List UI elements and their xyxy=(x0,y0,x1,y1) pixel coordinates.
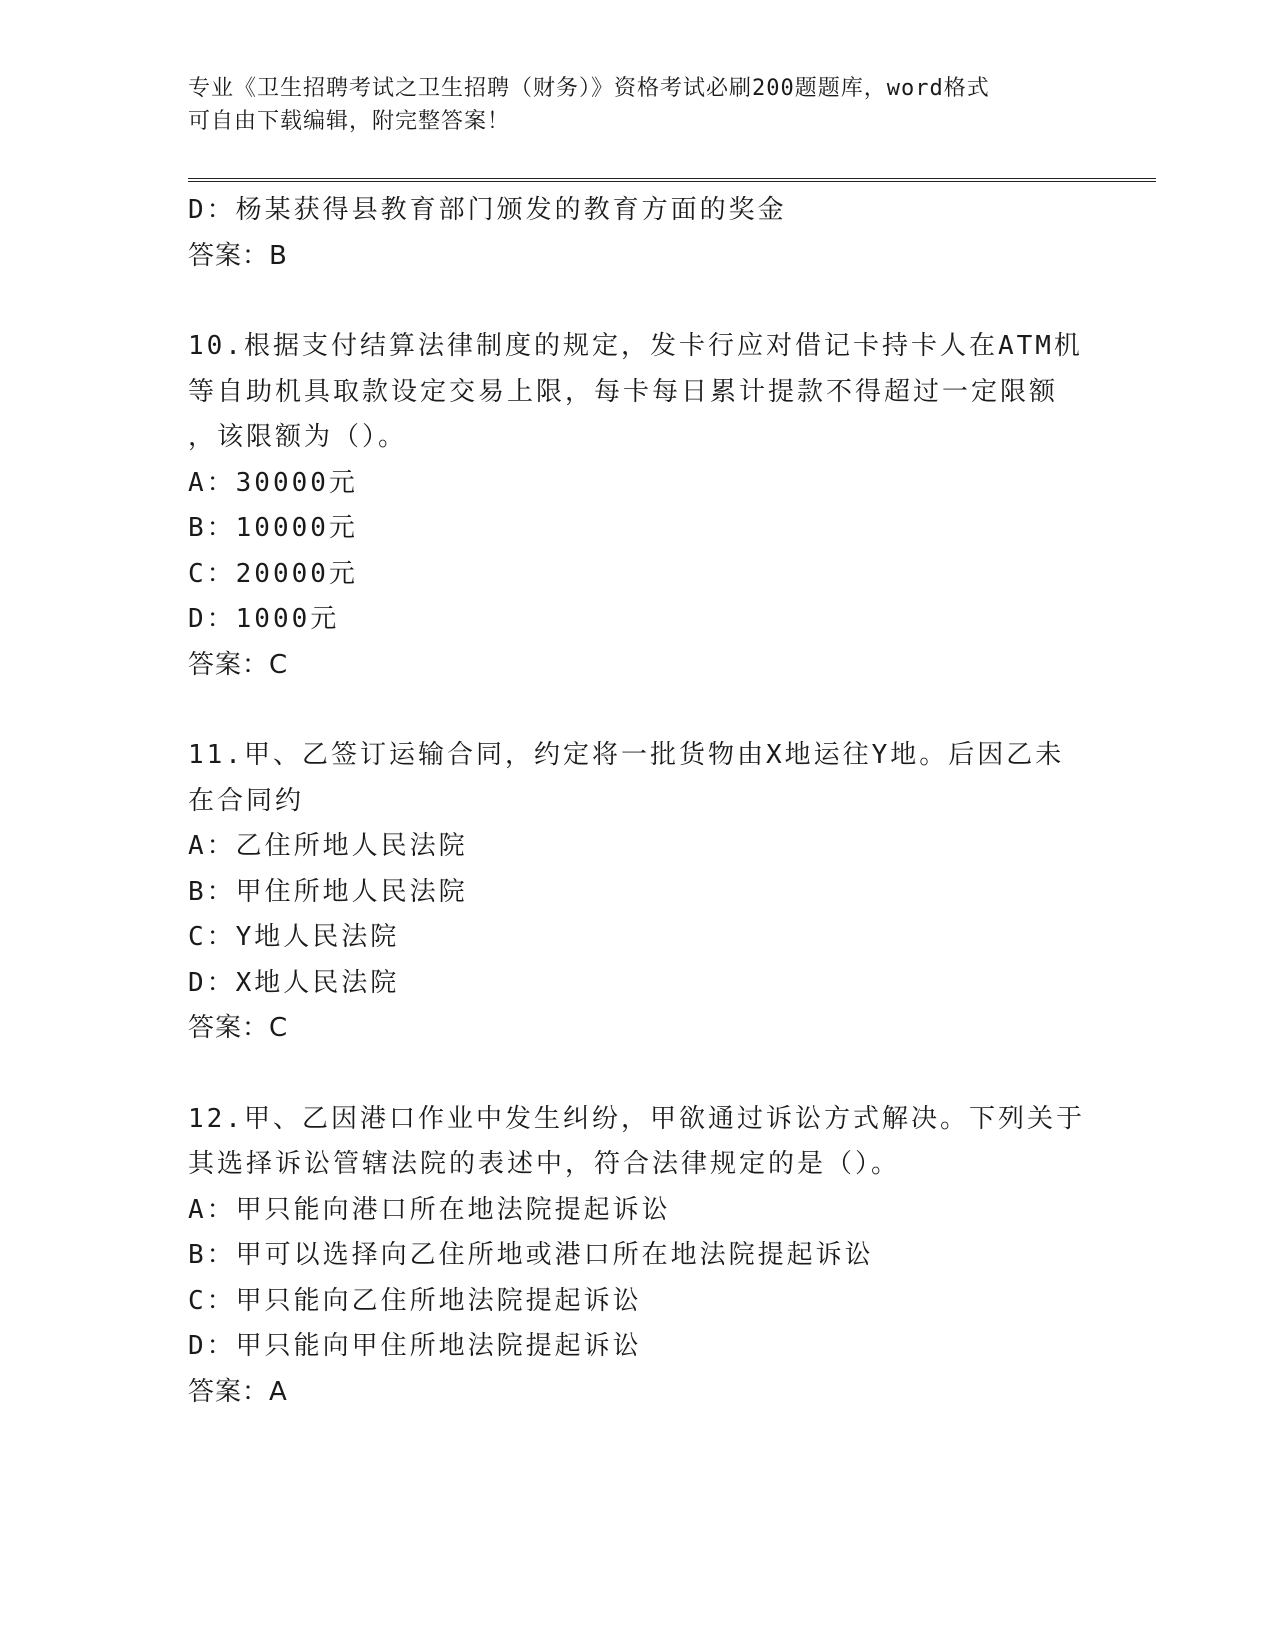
header-line-1: 专业《卫生招聘考试之卫生招聘（财务）》资格考试必刷200题题库，word格式 xyxy=(188,76,990,101)
answer: 答案：C xyxy=(188,649,289,680)
option-d: D：甲只能向甲住所地法院提起诉讼 xyxy=(188,1331,642,1361)
question-10 xyxy=(188,324,1088,688)
option-a: A：甲只能向港口所在地法院提起诉讼 xyxy=(188,1194,671,1225)
answer: 答案：A xyxy=(188,1376,288,1407)
question-text-line: 10.根据支付结算法律制度的规定，发卡行应对借记卡持卡人在ATM机 xyxy=(188,331,1083,361)
option-d: D：杨某获得县教育部门颁发的教育方面的奖金 xyxy=(188,195,787,225)
question-text-line: ，该限额为（）。 xyxy=(188,422,408,452)
answer: 答案：C xyxy=(188,1013,289,1043)
question-text-line: 11.甲、乙签订运输合同，约定将一批货物由X地运往Y地。后因乙未 xyxy=(188,740,1065,770)
question-text-line: 其选择诉讼管辖法院的表述中，符合法律规定的是（）。 xyxy=(188,1149,901,1179)
option-c: C：20000元 xyxy=(188,558,358,589)
option-b: B：10000元 xyxy=(188,513,358,543)
question-9-tail xyxy=(188,188,1088,279)
option-c: C：Y地人民法院 xyxy=(188,922,400,952)
question-list xyxy=(188,188,1088,1415)
question-text-line: 12.甲、乙因港口作业中发生纠纷，甲欲通过诉讼方式解决。下列关于 xyxy=(188,1103,1085,1134)
option-b: B：甲住所地人民法院 xyxy=(188,876,468,907)
question-text-line: 等自助机具取款设定交易上限，每卡每日累计提款不得超过一定限额 xyxy=(188,376,1059,407)
option-d: D：1000元 xyxy=(188,604,340,634)
option-d: D：X地人民法院 xyxy=(188,967,400,998)
question-text-line: 在合同约 xyxy=(188,785,305,816)
page-header xyxy=(188,72,1088,138)
option-c: C：甲只能向乙住所地法院提起诉讼 xyxy=(188,1285,642,1316)
question-12 xyxy=(188,1097,1088,1416)
answer: 答案：B xyxy=(188,240,288,271)
option-b: B：甲可以选择向乙住所地或港口所在地法院提起诉讼 xyxy=(188,1240,874,1270)
header-line-2: 可自由下载编辑，附完整答案！ xyxy=(188,109,511,134)
option-a: A：30000元 xyxy=(188,467,358,498)
option-a: A：乙住所地人民法院 xyxy=(188,831,468,861)
header-divider xyxy=(188,178,1156,182)
question-11 xyxy=(188,733,1088,1052)
